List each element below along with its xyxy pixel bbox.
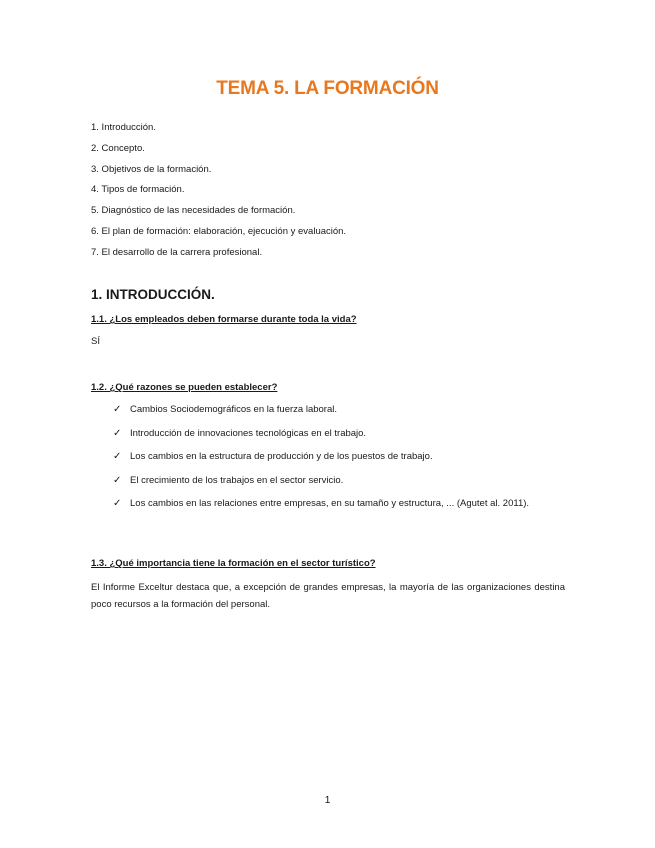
- table-of-contents: [91, 118, 346, 264]
- toc-item: 2. Concepto.: [91, 142, 145, 154]
- toc-item: 6. El plan de formación: elaboración, ejecución y evaluación.: [91, 225, 347, 237]
- checkmark-icon: ✓: [113, 451, 122, 462]
- checkmark-icon: ✓: [113, 474, 122, 486]
- subsection-heading-1-2: 1.2. ¿Qué razones se pueden establecer?: [91, 382, 278, 393]
- list-item: [91, 427, 565, 441]
- section-heading: 1. INTRODUCCIÓN.: [91, 287, 215, 302]
- checkmark-icon: ✓: [113, 404, 122, 415]
- list-item-text: Cambios Sociodemográficos en la fuerza laboral.: [130, 404, 337, 415]
- list-item-text: Los cambios en la estructura de producción y de los puestos de trabajo.: [130, 451, 433, 462]
- answer-text: SÍ: [91, 336, 100, 347]
- list-item-text: Los cambios en las relaciones entre empresas, en su tamaño y estructura, ... (Agutet al. 2011).: [130, 498, 530, 509]
- list-item: [91, 497, 565, 511]
- toc-item: 3. Objetivos de la formación.: [91, 163, 212, 175]
- toc-item: 7. El desarrollo de la carrera profesional.: [91, 246, 263, 258]
- checkmark-icon: ✓: [113, 427, 122, 439]
- toc-item: 4. Tipos de formación.: [91, 184, 185, 196]
- body-paragraph: El Informe Exceltur destaca que, a excepción de grandes empresas, la mayoría de las organizaciones destina poco recursos a la formación del personal.: [91, 582, 565, 610]
- list-item-text: El crecimiento de los trabajos en el sector servicio.: [130, 474, 344, 486]
- subsection-heading-1-1: 1.1. ¿Los empleados deben formarse durante toda la vida?: [91, 314, 357, 325]
- toc-item: 1. Introducción.: [91, 122, 156, 133]
- subsection-heading-1-3: 1.3. ¿Qué importancia tiene la formación en el sector turístico?: [91, 558, 376, 569]
- list-item: [91, 474, 565, 488]
- reasons-list: [91, 403, 565, 521]
- list-item: [91, 450, 565, 464]
- toc-item: 5. Diagnóstico de las necesidades de formación.: [91, 205, 296, 217]
- document-title: TEMA 5. LA FORMACIÓN: [216, 78, 439, 99]
- page-number: 1: [324, 794, 331, 806]
- checkmark-icon: ✓: [113, 498, 122, 509]
- list-item: [91, 403, 565, 417]
- list-item-text: Introducción de innovaciones tecnológicas en el trabajo.: [130, 427, 367, 439]
